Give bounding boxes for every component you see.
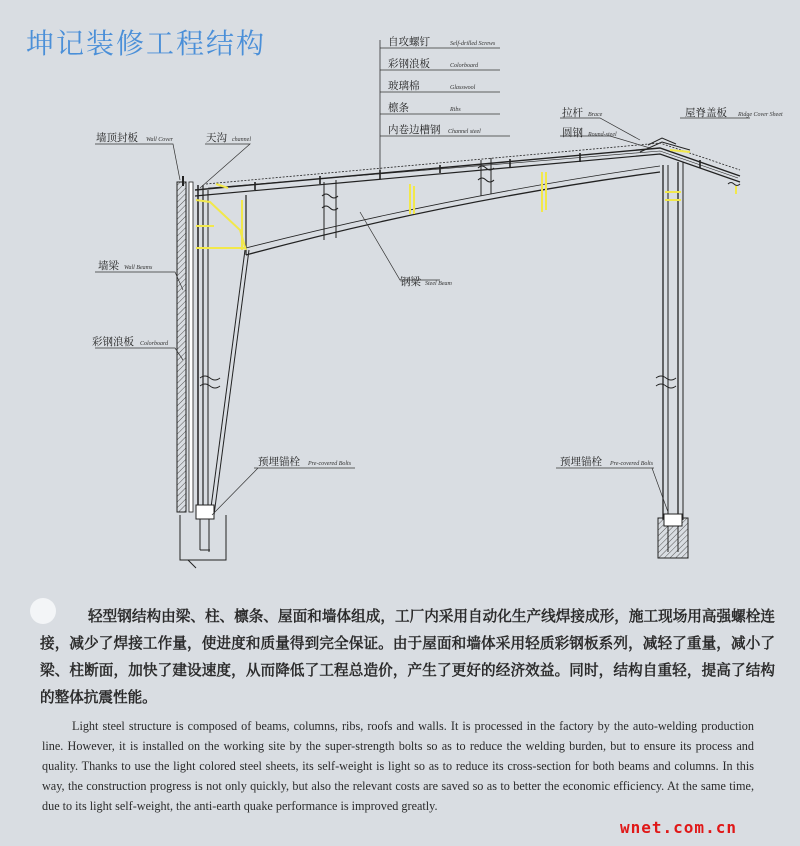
- right-column: [663, 162, 683, 520]
- label-bolts-left-en: Pre-covered Bolts: [308, 461, 352, 467]
- label-wall-beams: 墙梁: [98, 260, 119, 272]
- description-chinese: 轻型钢结构由梁、柱、檩条、屋面和墙体组成，工厂内采用自动化生产线焊接成形，施工现场用高强螺栓连接，减少了焊接工作量，使进度和质量得到完全保证。由于屋面和墙体采用轻质彩钢板系列，减轻了重量，减小了梁、柱断面，加快了建设速度，从而降低了工程总造价，产生了更好的经济效益。同时，结构自重轻，提高了结构的整体抗震性能。: [40, 608, 775, 706]
- roof-panel: [195, 143, 740, 196]
- label-round-steel-en: Round-steel: [588, 132, 617, 138]
- description-english: Light steel structure is composed of beams, columns, ribs, roofs and walls. It is processed in the factory by the auto-welding production line. However, it is installed on the working site by the super-strength bolts so as to reduce the welding burden, but to ensure its process and quality. Thanks to use the light colored steel sheets, its self-weight is light so as to reduce its cross-section for both beams and columns. In this way, the construction progress is not only quickly, but also the relevant costs are saved so as to better the economic efficiency. At the same time, due to its light self-weight, the anti-earth quake performance is improved greatly.: [42, 719, 754, 813]
- legend-item-screws: 自攻螺钉: [388, 36, 430, 48]
- legend-item-channel-steel-en: Channel steel: [448, 129, 481, 135]
- legend-item-colorboard-en: Colorboard: [450, 63, 479, 69]
- label-channel-en: channel: [232, 137, 251, 143]
- break-marks: [200, 158, 740, 388]
- legend-item-glasswool-en: Glasswool: [450, 85, 476, 91]
- legend: [388, 35, 496, 136]
- legend-item-ribs-en: Ribs: [450, 107, 461, 113]
- label-channel: 天沟: [206, 132, 227, 144]
- label-ridge-cover: 屋脊盖板: [685, 107, 727, 119]
- page-title: 坤记装修工程结构: [26, 27, 267, 60]
- label-round-steel: 圆钢: [562, 127, 583, 139]
- label-wall-beams-en: Wall Beams: [124, 265, 153, 271]
- left-footing: [180, 505, 226, 568]
- label-ridge-cover-en: Ridge Cover Sheet: [738, 112, 783, 118]
- label-bolts-right-en: Pre-covered Bolts: [610, 461, 654, 467]
- label-brace: 拉杆: [562, 107, 583, 119]
- legend-item-ribs: 檩条: [388, 102, 409, 114]
- legend-item-glasswool: 玻璃棉: [388, 80, 420, 92]
- watermark: wnet.com.cn: [620, 818, 737, 837]
- label-steel-beam-en: Steel Beam: [425, 281, 452, 287]
- label-brace-en: Brace: [588, 112, 603, 118]
- label-steel-beam: 钢梁: [400, 276, 421, 288]
- legend-item-screws-en: Self-drilled Screws: [450, 41, 496, 47]
- legend-item-colorboard: 彩钢浪板: [388, 58, 430, 70]
- label-bolts-right: 预埋锚栓: [560, 456, 602, 468]
- label-bolts-left: 预埋锚栓: [258, 456, 300, 468]
- legend-item-channel-steel: 内卷边槽钢: [388, 124, 441, 136]
- label-colorboard: 彩钢浪板: [92, 336, 134, 348]
- right-footing: [658, 514, 688, 558]
- label-wall-cover-en: Wall Cover: [146, 137, 173, 143]
- label-colorboard-en: Colorboard: [140, 341, 169, 347]
- left-wall: [177, 176, 193, 512]
- label-wall-cover: 墙顶封板: [96, 132, 138, 144]
